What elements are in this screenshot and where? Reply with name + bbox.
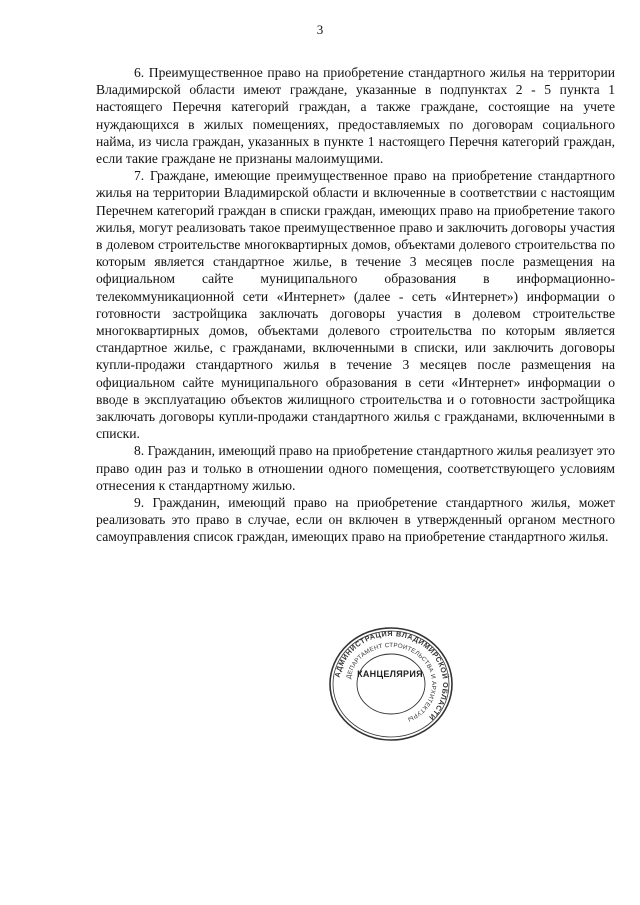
stamp-outer-text: АДМИНИСТРАЦИЯ ВЛАДИМИРСКОЙ ОБЛАСТИ xyxy=(332,628,451,723)
paragraph-7: 7. Граждане, имеющие преимущественное право на приобретение стандартного жилья на территории Владимирской области и включенные в соответствии с настоящим Перечнем категорий граждан в списки граждан, имеющих право на приобретение такого жилья, могут реализовать такое преимущественное право и заключить договоры участия в долевом строительстве многоквартирных домов, объектами долевого строительства по которым является стандартное жилье, в течение 3 месяцев после размещения на официальном сайте муниципального образования в информационно-телекоммуникационной сети «Интернет» (далее - сеть «Интернет») информации о готовности застройщика заключать договоры участия в долевом строительстве многоквартирных домов, объектами долевого строительства по которым является стандартное жилье, с гражданами, включенными в списки, или заключить договоры купли-продажи стандартного жилья в течение 3 месяцев после размещения на официальном сайте муниципального образования в сети «Интернет» информации о вводе в эксплуатацию объектов жилищного строительства и о готовности застройщика заключать договоры купли-продажи стандартного жилья с гражданами, включенными в списки. xyxy=(96,168,615,442)
paragraph-6: 6. Преимущественное право на приобретение стандартного жилья на территории Владимирской области имеют граждане, указанные в подпунктах 2 - 5 пункта 1 настоящего Перечня категорий граждан, а также граждане, состоящие на учете нуждающихся в жилых помещениях, предоставляемых по договорам социального найма, из числа граждан, указанных в пункте 1 настоящего Перечня категорий граждан, если такие граждане не признаны малоимущими. xyxy=(96,65,615,167)
stamp-seal-icon xyxy=(327,625,455,743)
office-stamp xyxy=(327,625,455,743)
paragraph-8: 8. Гражданин, имеющий право на приобретение стандартного жилья реализует это право один раз и только в отношении одного помещения, соответствующего условиям отнесения к стандартному жилью. xyxy=(96,443,615,493)
page-number: 3 xyxy=(316,22,324,37)
document-body xyxy=(96,64,615,546)
paragraph-9: 9. Гражданин, имеющий право на приобретение стандартного жилья, может реализовать это право в случае, если он включен в утвержденный органом местного самоуправления список граждан, имеющих право на приобретение стандартного жилья. xyxy=(96,495,615,545)
stamp-center-text: КАНЦЕЛЯРИЯ xyxy=(357,669,423,679)
stamp-inner-text: ДЕПАРТАМЕНТ СТРОИТЕЛЬСТВА И АРХИТЕКТУРЫ xyxy=(345,641,438,723)
